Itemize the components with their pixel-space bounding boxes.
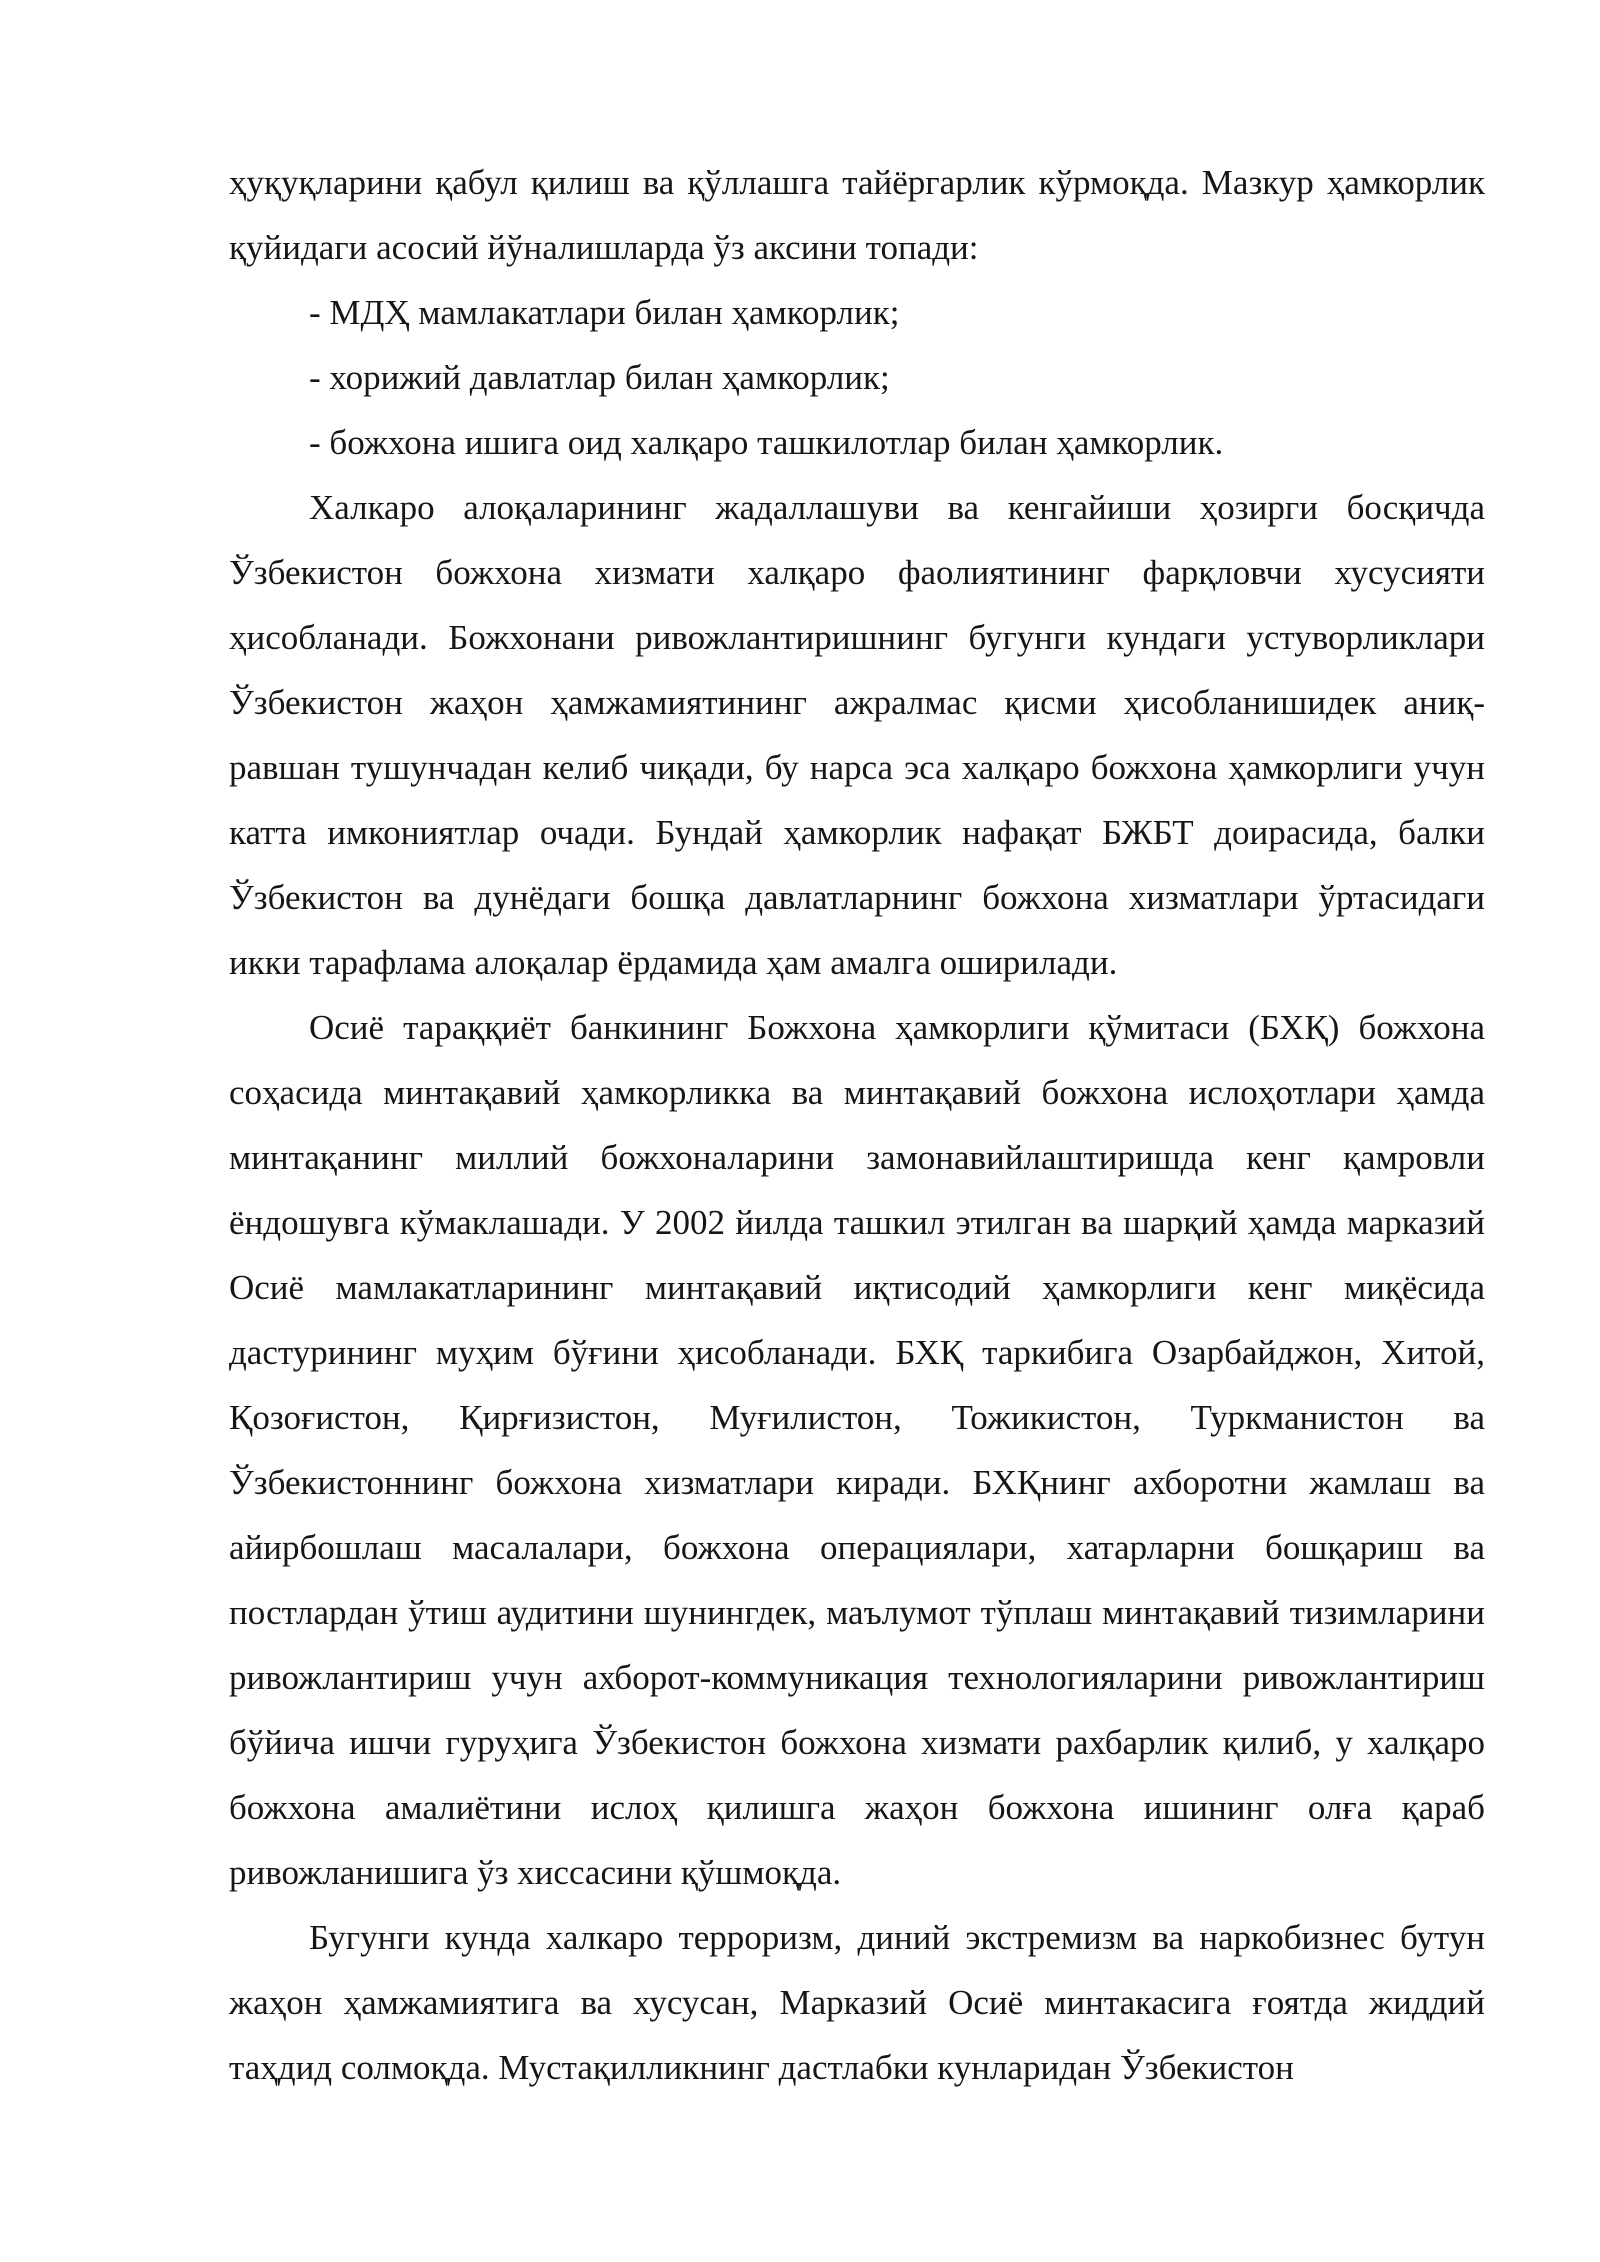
document-page [229, 150, 1485, 2100]
paragraph-international-relations: Халкаро алоқаларининг жадаллашуви ва кенгайиши ҳозирги босқичда Ўзбекистон божхона хизмати халқаро фаолиятининг фарқловчи хусусияти ҳисобланади. Божхонани ривожлантиришнинг бугунги кундаги устуворликлари Ўзбекистон жаҳон ҳамжамиятининг ажралмас қисми ҳисобланишидек аниқ-равшан тушунчадан келиб чиқади, бу нарса эса халқаро божхона ҳамкорлиги учун катта имкониятлар очади. Бундай ҳамкорлик нафақат БЖБТ доирасида, балки Ўзбекистон ва дунёдаги бошқа давлатларнинг божхона хизматлари ўртасидаги икки тарафлама алоқалар ёрдамида ҳам амалга оширилади. [229, 488, 1485, 982]
list-item-international-organizations-cooperation: - божхона ишига оид халқаро ташкилотлар билан ҳамкорлик. [309, 423, 1224, 462]
list-item-foreign-states-cooperation: - хорижий давлатлар билан ҳамкорлик; [309, 358, 890, 397]
paragraph-terrorism-threats: Бугунги кунда халкаро терроризм, диний экстремизм ва наркобизнес бутун жаҳон ҳамжамиятига ва хусусан, Марказий Осиё минтакасига ғоятда жиддий таҳдид солмоқда. Мустақилликнинг дастлабки кунларидан Ўзбекистон [229, 1918, 1485, 2087]
intro-paragraph: ҳуқуқларини қабул қилиш ва қўллашга тайёргарлик кўрмоқда. Мазкур ҳамкорлик қуйидаги асосий йўналишларда ўз аксини топади: [229, 163, 1485, 267]
list-item-cis-cooperation: - МДҲ мамлакатлари билан ҳамкорлик; [309, 293, 900, 332]
paragraph-adb-customs-committee: Осиё тараққиёт банкининг Божхона ҳамкорлиги қўмитаси (БХҚ) божхона соҳасида минтақавий ҳамкорликка ва минтақавий божхона ислоҳотлари ҳамда минтақанинг миллий божхоналарини замонавийлаштиришда кенг қамровли ёндошувга кўмаклашади. У 2002 йилда ташкил этилган ва шарқий ҳамда марказий Осиё мамлакатларининг минтақавий иқтисодий ҳамкорлиги кенг миқёсида дастурининг муҳим бўғини ҳисобланади. БХҚ таркибига Озарбайджон, Хитой, Қозоғистон, Қирғизистон, Муғилистон, Тожикистон, Туркманистон ва Ўзбекистоннинг божхона хизматлари киради. БХҚнинг ахборотни жамлаш ва айирбошлаш масалалари, божхона операциялари, хатарларни бошқариш ва постлардан ўтиш аудитини шунингдек, маълумот тўплаш минтақавий тизимларини ривожлантириш учун ахборот-коммуникация технологияларини ривожлантириш бўйича ишчи гуруҳига Ўзбекистон божхона хизмати рахбарлик қилиб, у халқаро божхона амалиётини ислоҳ қилишга жаҳон божхона ишининг олға қараб ривожланишига ўз хиссасини қўшмоқда. [229, 1008, 1485, 1892]
